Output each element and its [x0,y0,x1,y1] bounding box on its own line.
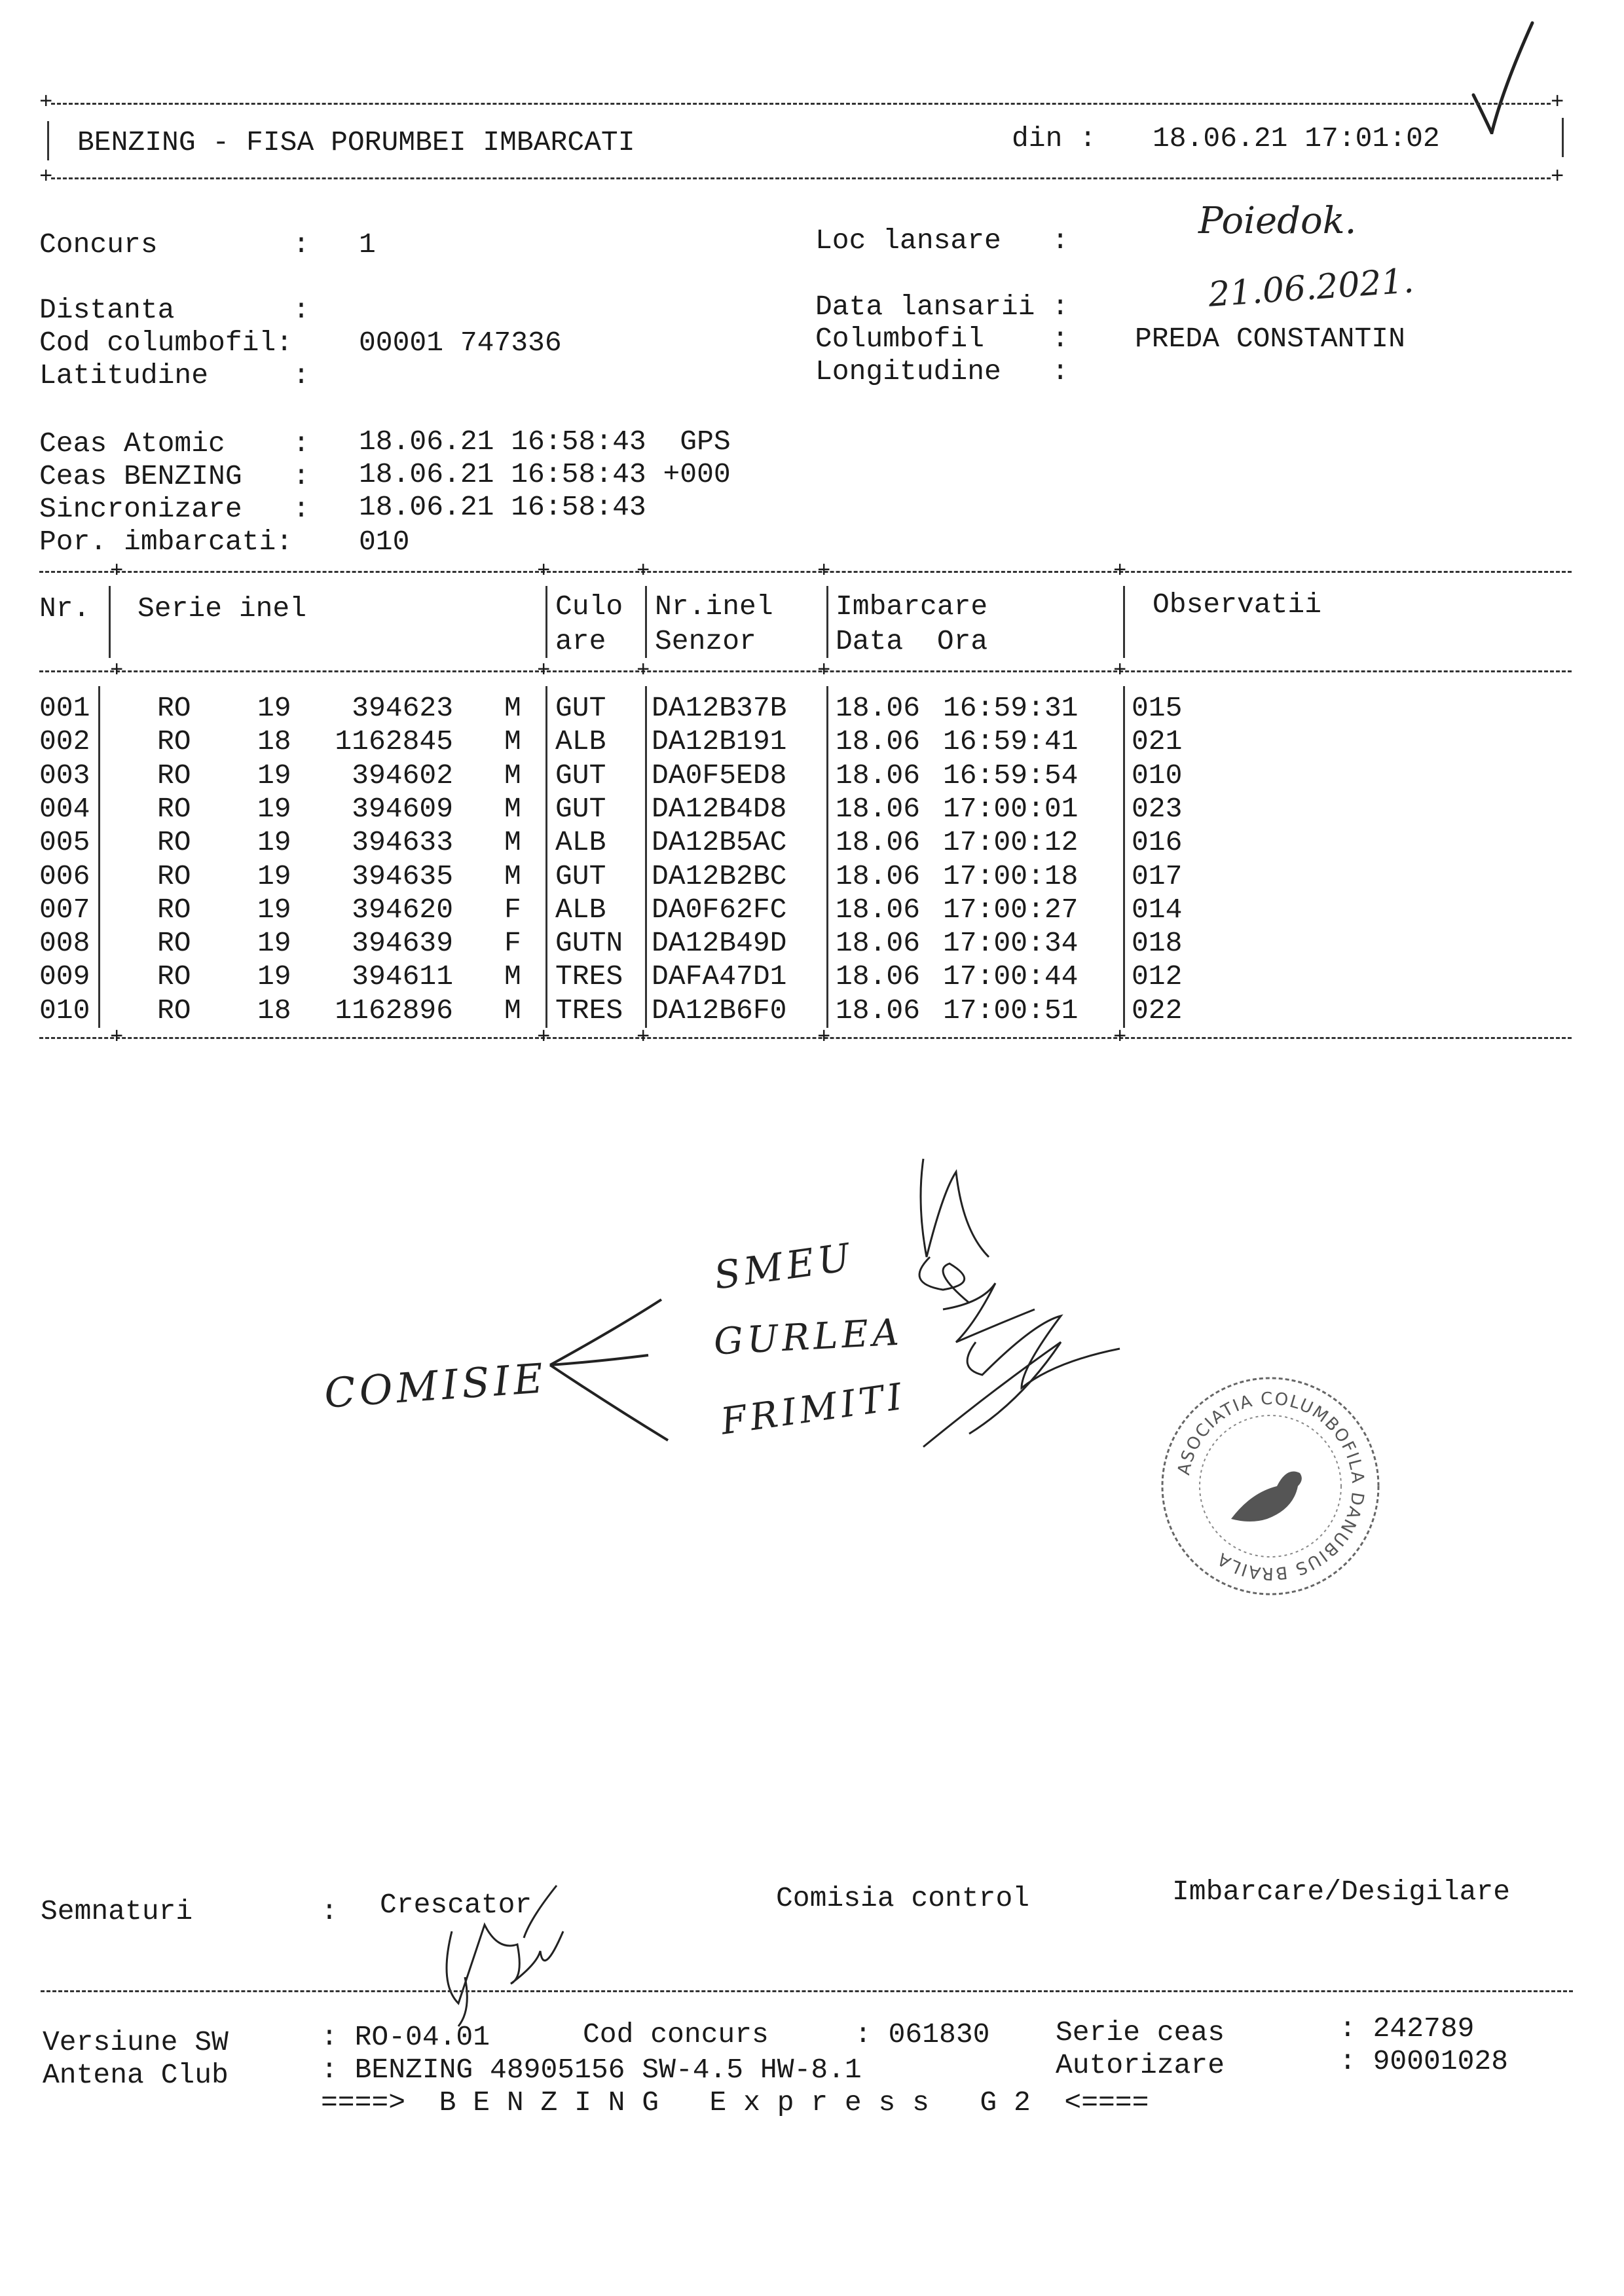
commission-name-3: FRIMITI [718,1375,909,1444]
cell-ring: 394623 [352,692,453,724]
benzing-express-banner: ====> B E N Z I N G E x p r e s s G 2 <==== [321,2086,1149,2119]
data-lansarii-label: Data lansarii : [815,291,1069,323]
cell-sex: M [504,960,521,993]
cell-date: 18.06 [836,826,921,859]
cell-year: 18 [257,725,291,758]
cell-ring: 1162845 [335,725,453,758]
cell-nr: 004 [39,792,90,825]
loc-lansare-label: Loc lansare : [815,225,1069,257]
sincronizare-label: Sincronizare : [39,493,310,525]
autorizare-label: Autorizare [1056,2049,1225,2081]
cell-country: RO [157,792,191,825]
cell-country: RO [157,893,191,926]
cell-sensor: DA12B37B [652,692,787,724]
cell-nr: 002 [39,725,90,758]
col-header-nr: Nr. [39,592,90,625]
cell-sensor: DA12B2BC [652,860,787,892]
cell-time: 16:59:54 [943,759,1079,792]
cell-color: GUT [555,792,606,825]
cell-nr: 008 [39,927,90,960]
cell-nr: 001 [39,692,90,724]
commission-name-1: SMEU [711,1234,857,1298]
cell-sex: F [504,893,521,926]
loc-lansare-handwritten: Poiedok. [1198,200,1357,242]
cell-date: 18.06 [836,725,921,758]
cell-color: ALB [555,826,606,859]
cell-time: 16:59:41 [943,725,1079,758]
por-imbarcati-label: Por. imbarcati: [39,526,293,558]
brace-arrow-icon [537,1283,681,1447]
cell-date: 18.06 [836,960,921,993]
ceas-atomic-label: Ceas Atomic : [39,428,310,460]
cell-date: 18.06 [836,860,921,892]
cell-sex: M [504,826,521,859]
antena-club-value: : BENZING 48905156 SW-4.5 HW-8.1 [321,2054,862,2086]
cell-sensor: DA12B191 [652,725,787,758]
cell-nr: 006 [39,860,90,892]
col-header-culoare-1: Culo [555,591,623,623]
cell-sensor: DA12B6F0 [652,994,787,1027]
cell-nr: 010 [39,994,90,1027]
cell-year: 19 [257,893,291,926]
cell-year: 19 [257,759,291,792]
cell-ring: 394639 [352,927,453,960]
comisie-handwritten: COMISIE [322,1354,549,1417]
cell-color: TRES [555,960,623,993]
cell-nr: 009 [39,960,90,993]
col-header-imbarcare-2: Data Ora [836,625,988,657]
ceas-benzing-value: 18.06.21 16:58:43 +000 [359,458,731,490]
svg-text:ASOCIATIA COLUMBOFILA DANUBIUS: ASOCIATIA COLUMBOFILA DANUBIUS BRAILA [1174,1389,1368,1584]
data-lansarii-handwritten: 21.06.2021. [1207,261,1415,315]
cell-ring: 394609 [352,792,453,825]
cod-concurs-value: : 061830 [855,2018,990,2050]
cell-sex: M [504,759,521,792]
col-header-serie: Serie inel [138,592,307,625]
col-header-nrinel-1: Nr.inel [655,591,773,623]
longitudine-label: Longitudine : [815,355,1069,388]
cell-time: 16:59:31 [943,692,1079,724]
cell-color: GUT [555,860,606,892]
cell-ring: 394611 [352,960,453,993]
cell-obs: 012 [1132,960,1183,993]
cell-obs: 022 [1132,994,1183,1027]
cell-year: 19 [257,927,291,960]
cell-sex: F [504,927,521,960]
cell-time: 17:00:44 [943,960,1079,993]
pigeon-icon [1231,1472,1302,1522]
cell-ring: 394633 [352,826,453,859]
cell-country: RO [157,759,191,792]
cell-ring: 1162896 [335,994,453,1027]
cell-obs: 010 [1132,759,1183,792]
cell-time: 17:00:51 [943,994,1079,1027]
cell-color: ALB [555,725,606,758]
cell-sensor: DA12B4D8 [652,792,787,825]
cell-time: 17:00:34 [943,927,1079,960]
cell-color: TRES [555,994,623,1027]
cell-sex: M [504,994,521,1027]
cell-obs: 015 [1132,692,1183,724]
col-header-imbarcare-1: Imbarcare [836,591,988,623]
cell-ring: 394635 [352,860,453,892]
cell-sensor: DAFA47D1 [652,960,787,993]
cell-sensor: DA12B5AC [652,826,787,859]
cell-sex: M [504,792,521,825]
concurs-label: Concurs : [39,228,310,261]
din-label: din : [1012,122,1097,155]
cell-ring: 394620 [352,893,453,926]
col-header-nrinel-2: Senzor [655,625,756,657]
cell-time: 17:00:12 [943,826,1079,859]
cell-year: 19 [257,826,291,859]
cell-color: GUT [555,759,606,792]
check-mark-icon [1467,16,1539,134]
col-header-culoare-2: are [555,625,606,657]
crescator-label: Crescator [380,1889,532,1921]
semnaturi-colon: : [321,1895,338,1927]
concurs-value: 1 [359,228,376,261]
semnaturi-label: Semnaturi [41,1895,193,1927]
cell-obs: 018 [1132,927,1183,960]
cell-nr: 005 [39,826,90,859]
por-imbarcati-value: 010 [359,526,410,558]
din-timestamp: 18.06.21 17:01:02 [1153,122,1440,155]
columbofil-value: PREDA CONSTANTIN [1135,323,1405,355]
cell-nr: 007 [39,893,90,926]
cell-time: 17:00:01 [943,792,1079,825]
cell-sensor: DA0F62FC [652,893,787,926]
latitudine-label: Latitudine : [39,359,310,392]
cell-obs: 023 [1132,792,1183,825]
cell-color: ALB [555,893,606,926]
ceas-atomic-value: 18.06.21 16:58:43 GPS [359,426,731,458]
cell-obs: 014 [1132,893,1183,926]
cod-concurs-label: Cod concurs [583,2018,769,2050]
signatures-scribble [904,1152,1126,1480]
cell-year: 18 [257,994,291,1027]
cell-color: GUTN [555,927,623,960]
cell-date: 18.06 [836,692,921,724]
cell-sex: M [504,860,521,892]
cell-color: GUT [555,692,606,724]
cell-sex: M [504,725,521,758]
cell-sensor: DA12B49D [652,927,787,960]
versiune-sw-label: Versiune SW [43,2026,229,2058]
cell-date: 18.06 [836,792,921,825]
cell-year: 19 [257,692,291,724]
cod-columbofil-label: Cod columbofil: [39,327,293,359]
ceas-benzing-label: Ceas BENZING : [39,460,310,492]
versiune-sw-value: : RO-04.01 [321,2021,490,2053]
cell-nr: 003 [39,759,90,792]
columbofil-label: Columbofil : [815,323,1069,355]
cell-country: RO [157,927,191,960]
cell-year: 19 [257,960,291,993]
form-title: BENZING - FISA PORUMBEI IMBARCATI [77,126,635,158]
benzing-fisa-page: + + BENZING - FISA PORUMBEI IMBARCATI din : 18.06.21 17:01:02 + + Concurs : 1 Loc lansare : Poiedok. Distanta : Data lansarii : 21.06.2021. Cod columbofil: 00001 747336 Columbofil : PREDA CONSTANTIN Latitudine : Longitudine : Ceas Atomic : 18.06.21 16:58:43 GPS Ceas BENZING : 18.06.21 16:58:43 +000 Sincronizare : 18.06.21 16:58:43 Por. imbarcati: 010 + + + + + Nr. Serie inel Culo are Nr.inel Senzor Imbarcare Data Ora Observatii + + + + + 001 RO 19 394623 M GUT DA12B37B 18.06 16:59:31 015 002 RO 18 1162845 M ALB DA12B191 18.06 16:59:41 021 003 RO 19 394602 M GUT DA0F5ED8 18.06 16:59:54 010 004 RO 19 394609 M GUT DA12B4D8 18.06 17:00:01 023 005 RO 19 394633 M ALB DA12B5AC 18.06 17:00:12 016 006 RO 19 394635 M GUT DA12B2BC 18.06 17:00:18 017 007 RO 19 394620 F ALB DA0F62FC 18.06 17:00:27 014 008 RO 19 394639 F GUTN DA12B49D 18.06 17:00:34 018 009 RO 19 394611 M TRES DAFA47D1 18.06 17:00:44 012 010 RO 18 1162896 M TRES DA12B6F0 18.06 17:00:51 022 + + + + + COMISIE SMEU GURLEA FRIMITI ASOCIATIA COLUMBOFILA DANUBIUS BRAILA Semnaturi : Crescator Comisia control Imbarcare/Desigilare Versiune SW : RO-04.01 Cod concurs : 061830 Serie ceas : 242789 Antena Club : BENZING 48905156 SW-4.5 HW-8.1 Autorizare : 90001028 ====> B E N Z I N G E x p r e s s G 2 <==== [0,0,1624,2296]
autorizare-value: : 90001028 [1339,2045,1509,2077]
crescator-signature-scribble [426,1879,583,2030]
cod-columbofil-value: 00001 747336 [359,327,562,359]
cell-country: RO [157,860,191,892]
cell-date: 18.06 [836,893,921,926]
club-stamp [1153,1368,1388,1604]
cell-country: RO [157,692,191,724]
cell-date: 18.06 [836,759,921,792]
cell-year: 19 [257,792,291,825]
cell-country: RO [157,725,191,758]
distanta-label: Distanta : [39,294,310,326]
comisia-control-label: Comisia control [776,1882,1030,1914]
cell-ring: 394602 [352,759,453,792]
imbarcare-desigilare-label: Imbarcare/Desigilare [1172,1876,1511,1908]
serie-ceas-value: : 242789 [1339,2013,1475,2045]
antena-club-label: Antena Club [43,2059,229,2091]
cell-country: RO [157,960,191,993]
commission-name-2: GURLEA [712,1311,904,1364]
cell-year: 19 [257,860,291,892]
cell-time: 17:00:18 [943,860,1079,892]
cell-date: 18.06 [836,994,921,1027]
serie-ceas-label: Serie ceas [1056,2016,1225,2049]
cell-time: 17:00:27 [943,893,1079,926]
sincronizare-value: 18.06.21 16:58:43 [359,491,646,523]
cell-obs: 016 [1132,826,1183,859]
cell-date: 18.06 [836,927,921,960]
cell-obs: 017 [1132,860,1183,892]
cell-country: RO [157,826,191,859]
cell-obs: 021 [1132,725,1183,758]
cell-country: RO [157,994,191,1027]
cell-sensor: DA0F5ED8 [652,759,787,792]
cell-sex: M [504,692,521,724]
col-header-observatii: Observatii [1153,589,1322,621]
